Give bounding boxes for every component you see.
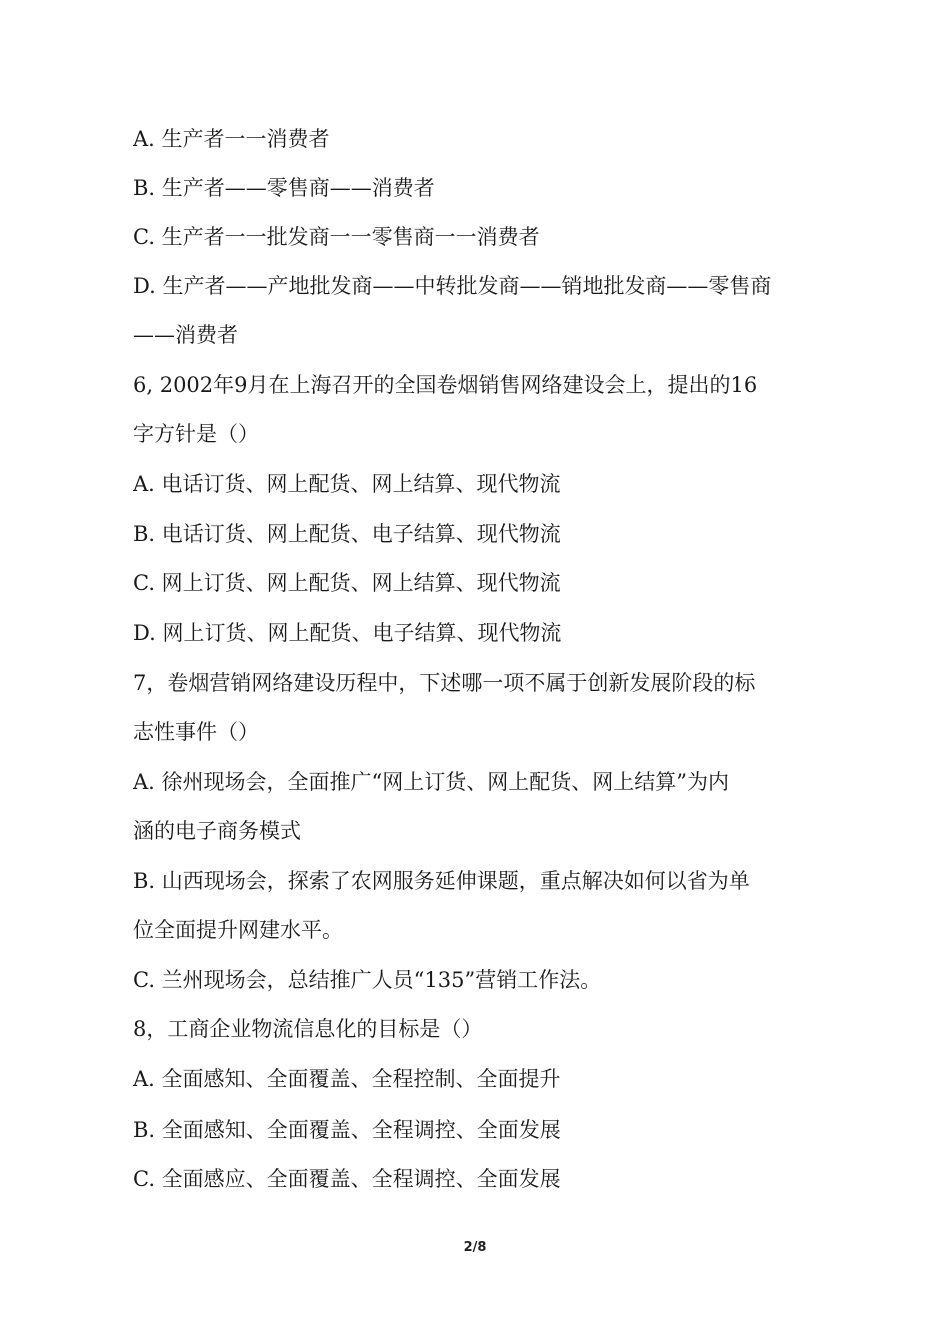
q6-option-c: C. 网上订货、网上配货、网上结算、现代物流 (133, 571, 561, 595)
q5-option-c: C. 生产者一一批发商一一零售商一一消费者 (133, 225, 540, 249)
q6-stem-line2: 字方针是（） (133, 422, 259, 446)
q7-stem-line2: 志性事件（） (133, 720, 259, 744)
q5-option-d-line1: D. 生产者——产地批发商——中转批发商——销地批发商——零售商 (133, 274, 772, 298)
q8-option-b: B. 全面感知、全面覆盖、全程调控、全面发展 (133, 1118, 561, 1142)
q7-option-a-line1: A. 徐州现场会，全面推广“网上订货、网上配货、网上结算”为内 (133, 770, 729, 794)
q6-option-a: A. 电话订货、网上配货、网上结算、现代物流 (133, 472, 561, 496)
q8-stem: 8，工商企业物流信息化的目标是（） (133, 1017, 483, 1041)
q8-option-a: A. 全面感知、全面覆盖、全程控制、全面提升 (133, 1067, 561, 1091)
q7-option-b-line2: 位全面提升网建水平。 (133, 918, 343, 942)
q6-stem-line1: 6, 2002年9月在上海召开的全国卷烟销售网络建设会上，提出的16 (133, 373, 758, 397)
q6-option-b: B. 电话订货、网上配货、电子结算、现代物流 (133, 522, 561, 546)
q7-option-c: C. 兰州现场会，总结推广人员“135”营销工作法。 (133, 968, 602, 992)
q5-option-d-line2: ——消费者 (133, 323, 238, 347)
q7-option-a-line2: 涵的电子商务模式 (133, 819, 301, 843)
q7-stem-line1: 7，卷烟营销网络建设历程中，下述哪一项不属于创新发展阶段的标 (133, 671, 756, 695)
q6-option-d: D. 网上订货、网上配货、电子结算、现代物流 (133, 621, 562, 645)
q5-option-b: B. 生产者——零售商——消费者 (133, 176, 435, 200)
q7-option-b-line1: B. 山西现场会，探索了农网服务延伸课题，重点解决如何以省为单 (133, 869, 750, 893)
page-number: 2/8 (463, 1240, 487, 1255)
q5-option-a: A. 生产者一一消费者 (133, 127, 330, 151)
q8-option-c: C. 全面感应、全面覆盖、全程调控、全面发展 (133, 1167, 561, 1191)
